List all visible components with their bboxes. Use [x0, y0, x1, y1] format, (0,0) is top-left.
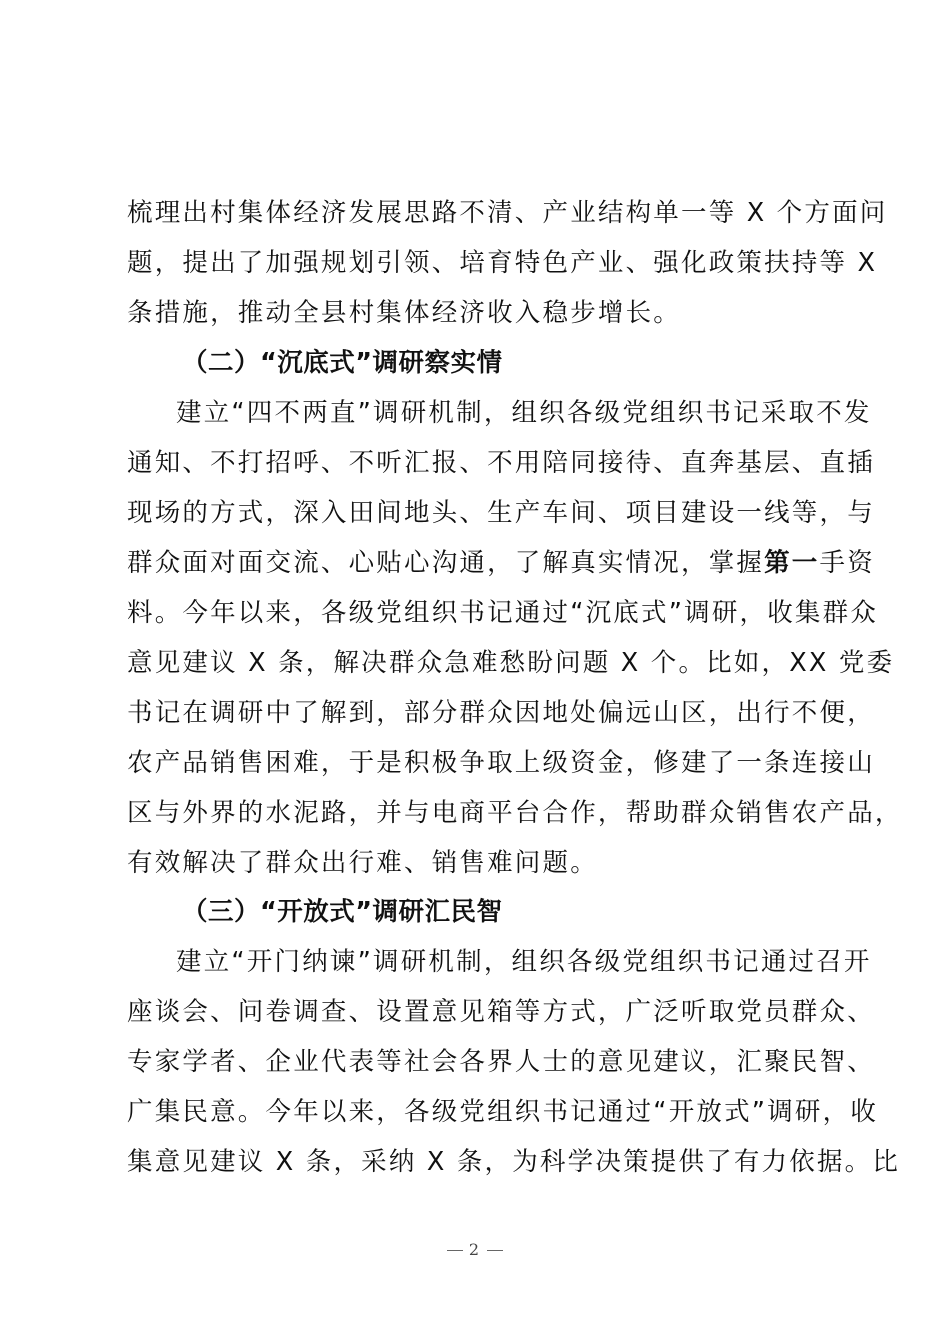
dash-left — [447, 1250, 463, 1251]
dash-right — [487, 1250, 503, 1251]
paragraph-line: 书记在调研中了解到，部分群众因地处偏远山区，出行不便， — [127, 698, 875, 728]
paragraph-line: 通知、不打招呼、不听汇报、不用陪同接待、直奔基层、直插 — [127, 448, 875, 478]
page-number: 2 — [468, 1240, 482, 1259]
paragraph-line: 条措施，推动全县村集体经济收入稳步增长。 — [127, 298, 682, 328]
paragraph-line: 集意见建议 X 条，采纳 X 条，为科学决策提供了有力依据。比 — [127, 1147, 901, 1177]
page-footer — [0, 1240, 950, 1259]
paragraph-line: 农产品销售困难，于是积极争取上级资金，修建了一条连接山 — [127, 748, 875, 778]
paragraph-line: 现场的方式，深入田间地头、生产车间、项目建设一线等，与 — [127, 498, 875, 528]
paragraph-line: 梳理出村集体经济发展思路不清、产业结构单一等 X 个方面问 — [127, 198, 888, 228]
paragraph-line: 建立“四不两直”调研机制，组织各级党组织书记采取不发 — [176, 398, 872, 428]
paragraph-line: 广集民意。今年以来，各级党组织书记通过“开放式”调研，收 — [127, 1097, 879, 1127]
paragraph-line: 专家学者、企业代表等社会各界人士的意见建议，汇聚民智、 — [127, 1047, 875, 1077]
paragraph-line: 建立“开门纳谏”调研机制，组织各级党组织书记通过召开 — [176, 947, 872, 977]
section-heading-3: （三）“开放式”调研汇民智 — [182, 897, 503, 927]
paragraph-line: 座谈会、问卷调查、设置意见箱等方式，广泛听取党员群众、 — [127, 997, 875, 1027]
paragraph-line — [127, 538, 875, 588]
paragraph-text: 手资 — [819, 548, 875, 578]
paragraph-text: 群众面对面交流、心贴心沟通，了解真实情况，掌握 — [127, 548, 765, 578]
paragraph-line: 区与外界的水泥路，并与电商平台合作，帮助群众销售农产品， — [127, 798, 903, 828]
paragraph-line: 题，提出了加强规划引领、培育特色产业、强化政策扶持等 X — [127, 248, 878, 278]
paragraph-line: 有效解决了群众出行难、销售难问题。 — [127, 848, 598, 878]
section-heading-2: （二）“沉底式”调研察实情 — [182, 348, 503, 378]
bold-emphasis: 第一 — [764, 548, 820, 578]
paragraph-line: 意见建议 X 条，解决群众急难愁盼问题 X 个。比如，XX 党委 — [127, 648, 895, 678]
paragraph-line: 料。今年以来，各级党组织书记通过“沉底式”调研，收集群众 — [127, 598, 879, 628]
